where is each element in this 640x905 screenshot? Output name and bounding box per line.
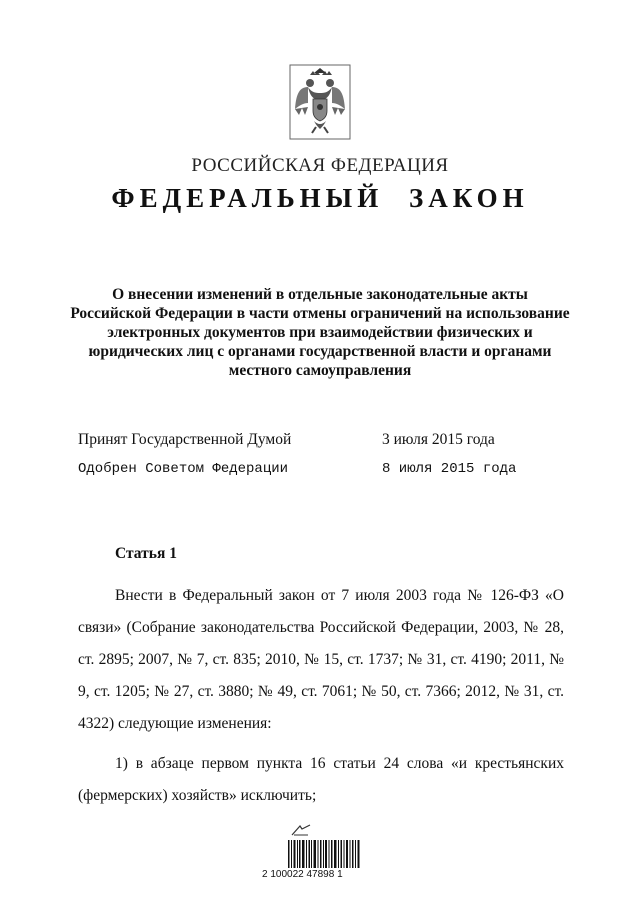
article-paragraph: Внести в Федеральный закон от 7 июля 2003 года № 126-ФЗ «О связи» (Собрание законодательства Российской Федерации, 2003, № 28, ст. 2895; 2007, № 7, ст. 835; 2010, № 15, ст. 1737; № 31, ст. 4190; 2011, № 9, ст. 1205; № 27, ст. 3880; № 49, ст. 7061; № 50, ст. 7366; 2012, № 31, ст. 4322) следующие изменения: [78, 587, 564, 732]
country-name: РОССИЙСКАЯ ФЕДЕРАЦИЯ [191, 155, 449, 176]
law-title: О внесении изменений в отдельные законодательные акты Российской Федерации в части отмены ограничений на использование электронных документов при взаимодействии физических и юридических лиц с органами государственной власти и органами местного самоуправления [70, 286, 570, 379]
russian-coat-of-arms-icon [288, 63, 352, 141]
article-heading: Статья 1 [115, 545, 177, 562]
barcode-number: 2 100022 47898 1 [262, 869, 343, 880]
document-type: ФЕДЕРАЛЬНЫЙ ЗАКОН [111, 183, 529, 213]
approval-date: 8 июля 2015 года [382, 461, 517, 477]
adoption-date: 3 июля 2015 года [382, 431, 495, 448]
approval-label: Одобрен Советом Федерации [78, 461, 289, 477]
article-body [78, 580, 564, 812]
printer-mark-icon [290, 823, 312, 837]
adoption-label: Принят Государственной Думой [78, 431, 292, 448]
article-paragraph: 1) в абзаце первом пункта 16 статьи 24 слова «и крестьянских (фермерских) хозяйств» исключить; [78, 755, 564, 804]
barcode-icon [288, 840, 360, 868]
